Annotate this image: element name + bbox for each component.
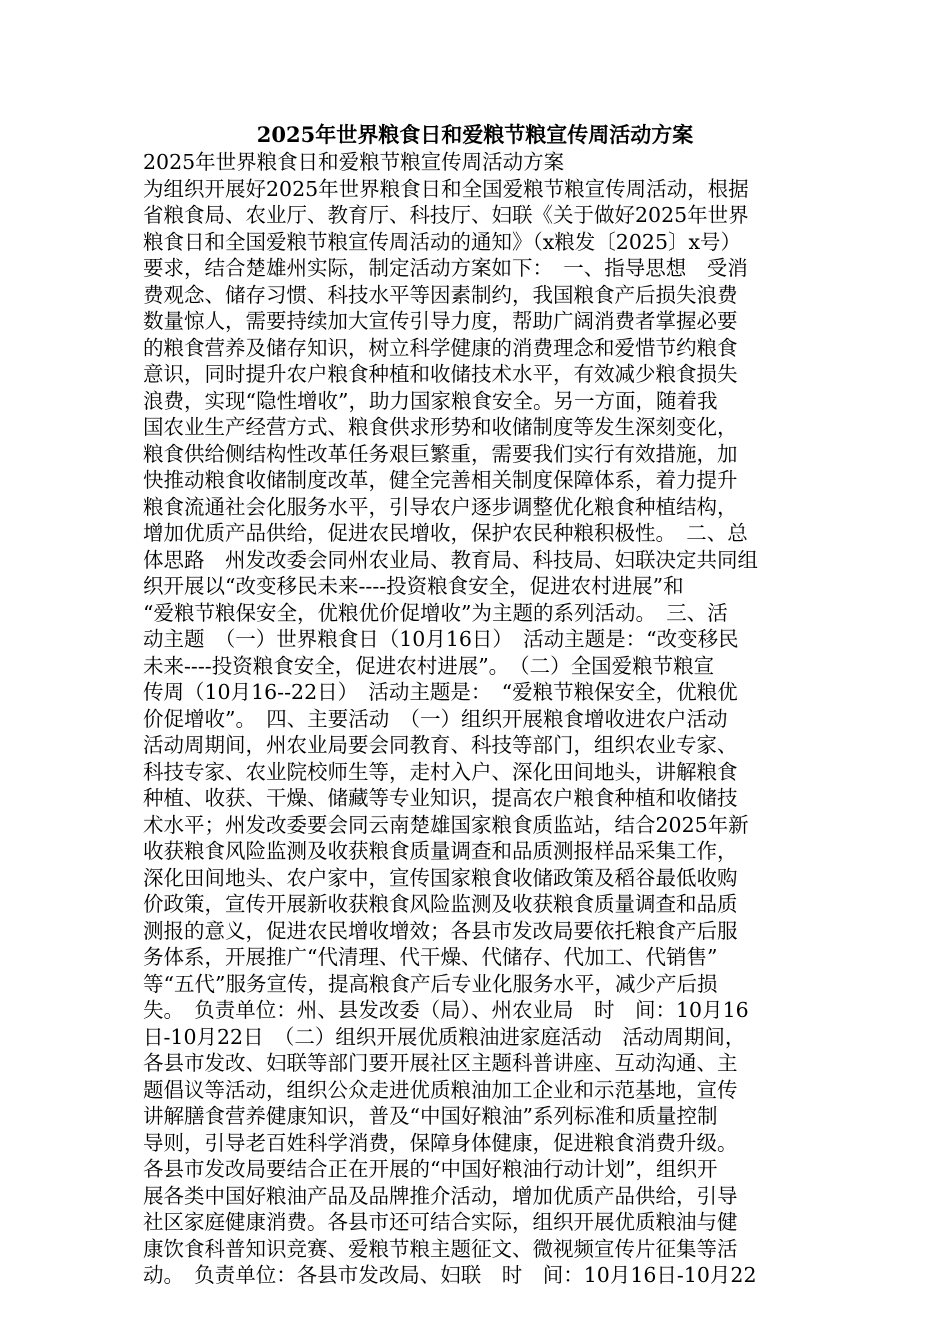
body-line: 要求，结合楚雄州实际，制定活动方案如下： 一、指导思想 受消 xyxy=(143,256,748,280)
body-line: 日-10月22日 （二）组织开展优质粮油进家庭活动 活动周期间， xyxy=(143,1024,746,1049)
body-line: 动主题 （一）世界粮食日（10月16日） 活动主题是：“改变移民 xyxy=(143,627,739,651)
body-line: 康饮食科普知识竞赛、爱粮节粮主题征文、微视频宣传片征集等活 xyxy=(143,1236,738,1261)
body-line: 体思路 州发改委会同州农业局、教育局、科技局、妇联决定共同组 xyxy=(143,547,758,572)
body-line: 各县市发改、妇联等部门要开展社区主题科普讲座、互动沟通、主 xyxy=(143,1051,738,1075)
body-line: 活动周期间，州农业局要会同教育、科技等部门，组织农业专家、 xyxy=(143,733,738,757)
body-line: 务体系，开展推广“代清理、代干燥、代储存、代加工、代销售” xyxy=(143,945,718,969)
body-line: 导则，引导老百姓科学消费，保障身体健康，促进粮食消费升级。 xyxy=(143,1130,738,1155)
body-line: 展各类中国好粮油产品及品牌推介活动，增加优质产品供给，引导 xyxy=(143,1183,738,1208)
body-line: 等“五代”服务宣传，提高粮食产后专业化服务水平，减少产后损 xyxy=(143,971,718,996)
body-line: 讲解膳食营养健康知识，普及“中国好粮油”系列标准和质量控制 xyxy=(143,1104,718,1128)
body-line: 价促增收”。 四、主要活动 （一）组织开展粮食增收进农户活动 xyxy=(143,706,728,731)
body-line: 省粮食局、农业厅、教育厅、科技厅、妇联《关于做好2025年世界 xyxy=(143,203,749,227)
body-line: 增加优质产品供给，促进农民增收，保护农民种粮积极性。 二、总 xyxy=(143,521,748,545)
body-line: 的粮食营养及储存知识，树立科学健康的消费理念和爱惜节约粮食 xyxy=(143,335,738,360)
body-line: 为组织开展好2025年世界粮食日和全国爱粮节粮宣传周活动，根据 xyxy=(143,176,749,201)
body-line: 数量惊人，需要持续加大宣传引导力度，帮助广阔消费者掌握必要 xyxy=(143,309,738,333)
body-line: 费观念、储存习惯、科技水平等因素制约，我国粮食产后损失浪费 xyxy=(143,282,738,307)
body-line: 快推动粮食收储制度改革，健全完善相关制度保障体系，着力提升 xyxy=(143,468,738,492)
body-line: 深化田间地头、农户家中，宣传国家粮食收储政策及稻谷最低收购 xyxy=(143,865,738,890)
body-line: 浪费，实现“隐性增收”，助力国家粮食安全。另一方面，随着我 xyxy=(143,388,718,413)
body-line: 粮食日和全国爱粮节粮宣传周活动的通知》（x粮发〔2025〕x号） xyxy=(143,229,742,254)
body-line: 织开展以“改变移民未来----投资粮食安全，促进农村进展”和 xyxy=(143,574,684,598)
body-line: 测报的意义，促进农民增收增效；各县市发改局要依托粮食产后服 xyxy=(143,918,738,943)
body-line: 2025年世界粮食日和爱粮节粮宣传周活动方案 xyxy=(143,150,565,174)
body-line: 失。 负责单位：州、县发改委（局）、州农业局 时 间：10月16 xyxy=(143,998,749,1022)
document-body xyxy=(143,149,807,1289)
body-line: 价政策，宣传开展新收获粮食风险监测及收获粮食质量调查和品质 xyxy=(143,892,738,916)
body-line: 粮食流通社会化服务水平，引导农户逐步调整优化粮食种植结构， xyxy=(143,494,738,519)
body-line: 社区家庭健康消费。各县市还可结合实际，组织开展优质粮油与健 xyxy=(143,1210,738,1234)
body-line: 种植、收获、干燥、储藏等专业知识，提高农户粮食种植和收储技 xyxy=(143,786,738,810)
body-line: 传周（10月16--22日） 活动主题是： “爱粮节粮保安全，优粮优 xyxy=(143,680,738,704)
body-line: 粮食供给侧结构性改革任务艰巨繁重，需要我们实行有效措施，加 xyxy=(143,441,738,466)
body-line: 收获粮食风险监测及收获粮食质量调查和品质测报样品采集工作， xyxy=(143,839,738,863)
body-line: “爱粮节粮保安全，优粮优价促增收”为主题的系列活动。 三、活 xyxy=(143,600,728,625)
body-line: 意识，同时提升农户粮食种植和收储技术水平，有效减少粮食损失 xyxy=(143,362,738,386)
body-line: 动。 负责单位：各县市发改局、妇联 时 间：10月16日-10月22 xyxy=(143,1263,757,1287)
body-line: 科技专家、农业院校师生等，走村入户、深化田间地头，讲解粮食 xyxy=(143,759,738,784)
body-line: 未来----投资粮食安全，促进农村进展”。 （二）全国爱粮节粮宣 xyxy=(143,653,715,678)
body-line: 各县市发改局要结合正在开展的“中国好粮油行动计划”，组织开 xyxy=(143,1157,718,1181)
body-line: 题倡议等活动，组织公众走进优质粮油加工企业和示范基地，宣传 xyxy=(143,1077,738,1102)
body-line: 术水平；州发改委要会同云南楚雄国家粮食质监站，结合2025年新 xyxy=(143,812,749,837)
document-title: 2025年世界粮食日和爱粮节粮宣传周活动方案 xyxy=(256,122,694,147)
body-line: 国农业生产经营方式、粮食供求形势和收储制度等发生深刻变化， xyxy=(143,415,738,439)
